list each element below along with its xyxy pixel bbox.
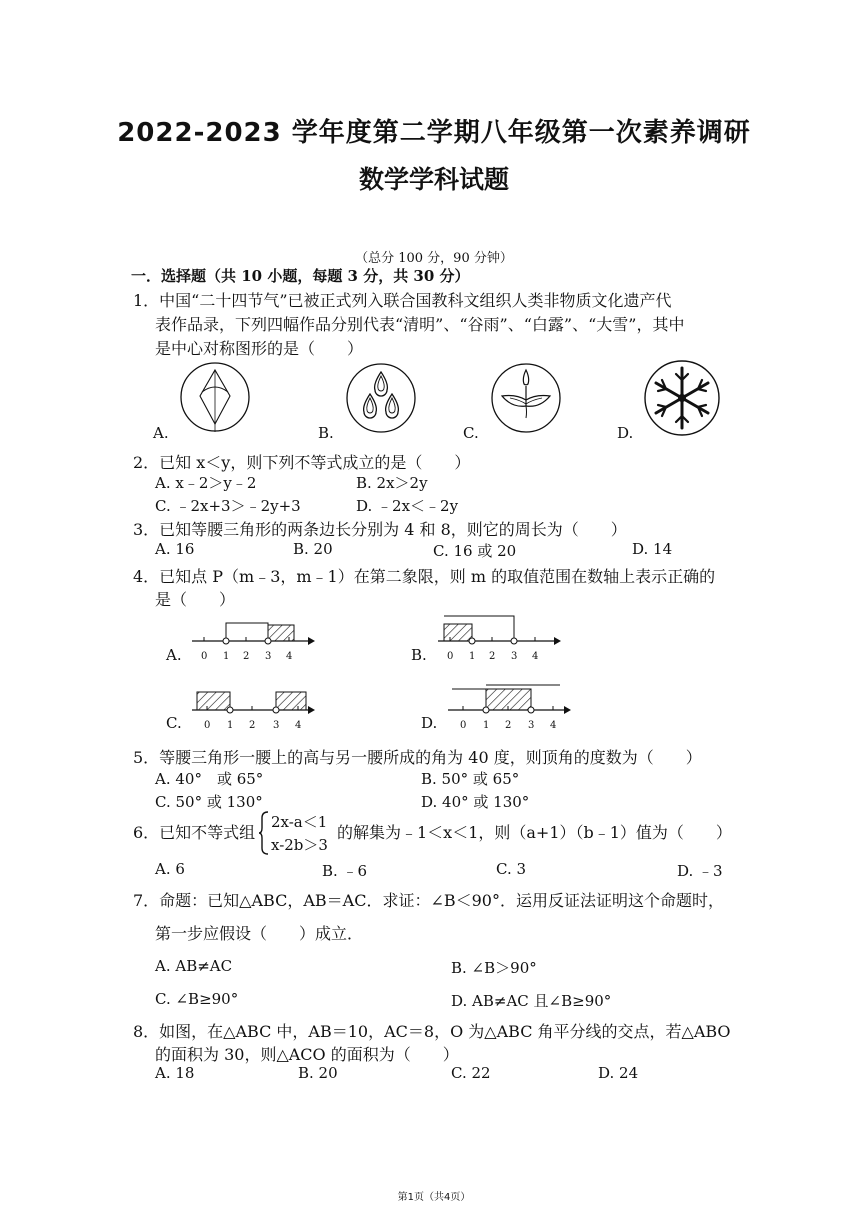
q2-option-a: A. x﹣2＞y﹣2 (155, 474, 257, 492)
q4-option-d: D. (421, 714, 438, 732)
tick-label-1: 1 (223, 651, 230, 662)
q1-line1: 1．中国“二十四节气”已被正式列入联合国教科文组织人类非物质文化遗产代 (133, 291, 672, 310)
tick-label-1: 1 (469, 651, 476, 662)
q7-option-b: B. ∠B＞90° (451, 959, 537, 977)
q5-option-d: D. 40° 或 130° (421, 793, 530, 811)
tick-label-0: 0 (447, 651, 454, 662)
q1-option-b: B. (318, 424, 334, 442)
tick-label-4: 4 (532, 651, 539, 662)
tick-label-1: 1 (483, 720, 490, 731)
q8-line2: 的面积为 30，则△ACO 的面积为（ ） (155, 1045, 459, 1064)
q3-stem: 3．已知等腰三角形的两条边长分别为 4 和 8，则它的周长为（ ） (133, 520, 627, 539)
q3-option-a: A. 16 (155, 540, 195, 558)
tick-label-2: 2 (489, 651, 496, 662)
q4-line1: 4．已知点 P（m﹣3，m﹣1）在第二象限，则 m 的取值范围在数轴上表示正确的 (133, 567, 716, 586)
q6-suffix: 的解集为﹣1＜x＜1，则（a+1）（b﹣1）值为（ ） (337, 823, 732, 842)
q7-option-a: A. AB≠AC (155, 957, 233, 975)
q1-option-d: D. (617, 424, 634, 442)
q8-option-d: D. 24 (598, 1064, 639, 1082)
q5-stem: 5．等腰三角形一腰上的高与另一腰所成的角为 40 度，则顶角的度数为（ ） (133, 748, 702, 767)
q2-option-c: C. ﹣2x+3＞﹣2y+3 (155, 497, 301, 515)
q5-option-a: A. 40° 或 65° (155, 770, 264, 788)
tick-label-0: 0 (204, 720, 211, 731)
brace-icon (258, 810, 270, 856)
q8-option-b: B. 20 (298, 1064, 338, 1082)
q6-inequality-2: x-2b＞3 (271, 836, 328, 854)
q8-option-c: C. 22 (451, 1064, 491, 1082)
kite-image (180, 360, 250, 440)
q6-option-d: D. ﹣3 (677, 862, 723, 880)
q6-option-c: C. 3 (496, 860, 527, 878)
q7-option-d: D. AB≠AC 且∠B≥90° (451, 992, 612, 1010)
tick-label-3: 3 (265, 651, 272, 662)
q6-option-b: B. ﹣6 (322, 862, 368, 880)
q1-line2: 表作品录，下列四幅作品分别代表“清明”、“谷雨”、“白露”、“大雪”，其中 (155, 315, 685, 334)
q3-option-c: C. 16 或 20 (433, 542, 517, 560)
tick-label-4: 4 (286, 651, 293, 662)
q1-option-c: C. (463, 424, 479, 442)
q4-line2: 是（ ） (155, 590, 236, 609)
dewdrop-leaf-image (490, 362, 562, 442)
tick-label-2: 2 (249, 720, 256, 731)
q8-option-a: A. 18 (155, 1064, 195, 1082)
tick-label-2: 2 (505, 720, 512, 731)
q2-option-d: D. ﹣2x＜﹣2y (356, 497, 459, 515)
q7-line1: 7．命题：已知△ABC，AB＝AC．求证：∠B＜90°．运用反证法证明这个命题时， (133, 891, 724, 910)
q4-option-c: C. (166, 714, 182, 732)
q6-inequality-1: 2x-a＜1 (271, 813, 328, 831)
q4-option-b: B. (411, 646, 427, 664)
tick-label-1: 1 (227, 720, 234, 731)
snowflake-image (642, 358, 722, 442)
score-time-note: （总分 100 分，90 分钟） (355, 251, 513, 266)
number-line-a (190, 615, 315, 665)
q7-option-c: C. ∠B≥90° (155, 990, 239, 1008)
page-footer: 第1页（共4页） (397, 1192, 471, 1203)
number-line-c (190, 684, 315, 734)
tick-label-3: 3 (528, 720, 535, 731)
q6-prefix: 6．已知不等式组 (133, 823, 256, 842)
q2-option-b: B. 2x＞2y (356, 474, 428, 492)
q2-stem: 2．已知 x＜y，则下列不等式成立的是（ ） (133, 453, 471, 472)
number-line-d (446, 680, 571, 734)
q4-option-a: A. (166, 646, 182, 664)
q8-line1: 8．如图，在△ABC 中，AB＝10，AC＝8，O 为△ABC 角平分线的交点，若△ABO (133, 1022, 731, 1041)
raindrops-image (345, 362, 417, 442)
exam-title: 2022-2023 学年度第二学期八年级第一次素养调研 (117, 118, 751, 148)
q5-option-c: C. 50° 或 130° (155, 793, 263, 811)
q6-option-a: A. 6 (155, 860, 185, 878)
tick-label-2: 2 (243, 651, 250, 662)
tick-label-3: 3 (511, 651, 518, 662)
tick-label-0: 0 (201, 651, 208, 662)
q3-option-b: B. 20 (293, 540, 333, 558)
q1-line3: 是中心对称图形的是（ ） (155, 339, 364, 358)
tick-label-3: 3 (273, 720, 280, 731)
tick-label-4: 4 (295, 720, 302, 731)
tick-label-0: 0 (460, 720, 467, 731)
tick-label-4: 4 (550, 720, 557, 731)
q3-option-d: D. 14 (632, 540, 673, 558)
exam-subtitle: 数学学科试题 (358, 165, 509, 194)
q1-option-a: A. (153, 424, 169, 442)
q7-line2: 第一步应假设（ ）成立． (155, 924, 364, 943)
number-line-b (436, 612, 561, 665)
q5-option-b: B. 50° 或 65° (421, 770, 520, 788)
section-heading: 一．选择题（共 10 小题，每题 3 分，共 30 分） (131, 267, 470, 285)
